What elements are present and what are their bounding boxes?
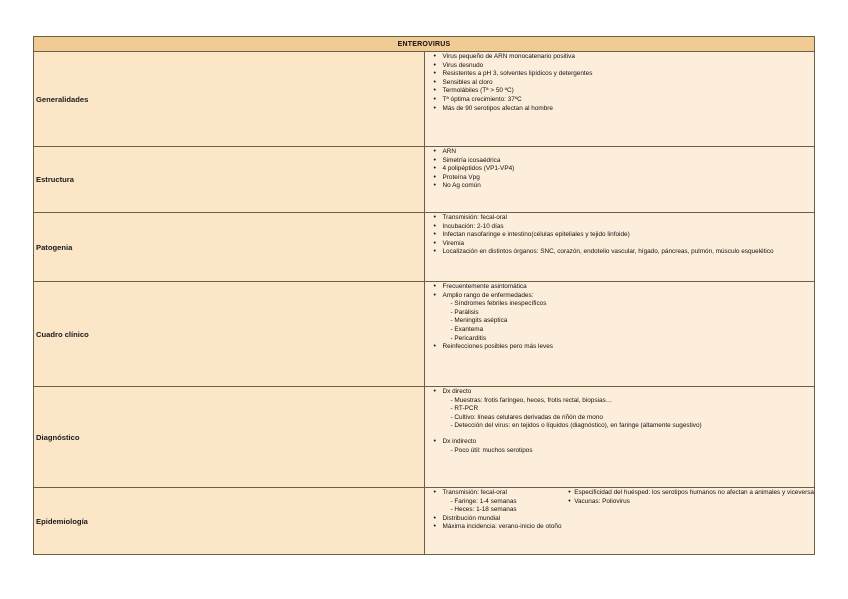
list-item: • Transmisión: fecal-oral [434,214,815,223]
row-label-diagnostico: Diagnóstico [34,387,425,488]
sub-item: - Faringe: 1-4 semanas [450,497,517,505]
row-content-epidemiologia [424,488,815,555]
list-item: • Proteína Vpg [434,174,815,183]
patogenia-list [434,214,815,257]
row-label-generalidades: Generalidades [34,52,425,147]
list-item: • Distribución mundial [434,515,569,524]
title-row [34,37,815,52]
table-title: ENTEROVIRUS [34,37,815,52]
enterovirus-table [33,36,815,555]
list-item: • Frecuentemente asintomática [434,283,815,292]
sub-item: - Detección del virus: en tejidos o líquidos (diagnóstico), en faringe (altamente sugestivo) [450,422,702,430]
epidemiologia-list-end [434,515,569,532]
generalidades-list [434,53,815,113]
list-item: • No Ag común [434,182,815,191]
list-item: • Incubación: 2-10 días [434,223,815,232]
row-diagnostico [34,387,815,488]
sub-item: - Cultivo: líneas celulares derivadas de riñón de mono [450,413,603,421]
cuadro-clinico-list [434,283,815,300]
row-cuadro-clinico [34,282,815,387]
sub-item: - Exantema [450,325,484,333]
row-content-generalidades [424,52,815,147]
row-label-patogenia: Patogenia [34,213,425,282]
list-item: • Virus desnudo [434,62,815,71]
row-estructura [34,147,815,213]
spacer [434,431,815,438]
list-item: • Especificidad del huésped: los serotipos humanos no afectan a animales y viceversa [568,489,814,498]
sub-item: - Síndromes febriles inespecíficos [450,300,547,308]
list-item: • Máxima incidencia: verano-inicio de otoño [434,523,569,532]
row-generalidades [34,52,815,147]
epidemiologia-columns [434,489,815,532]
list-item: • Simetría icosaédrica [434,157,815,166]
row-content-cuadro-clinico [424,282,815,387]
sub-item: - Parálisis [450,308,479,316]
epidemiologia-list [434,489,569,498]
enterovirus-table-container [33,36,815,555]
epidemiologia-left-column [434,489,569,532]
list-item: • Virus pequeño de ARN monocatenario positiva [434,53,815,62]
row-content-estructura [424,147,815,213]
diagnostico-indirecto-list [434,438,815,447]
list-item: • Transmisión: fecal-oral [434,489,569,498]
list-item: • Viremia [434,240,815,249]
epidemiologia-right-column [568,489,814,532]
row-label-epidemiologia: Epidemiología [34,488,425,555]
list-item: • Localización en distintos órganos: SNC, corazón, endotelio vascular, hígado, páncreas, pulmón, músculo esquelético [434,248,815,257]
list-item: • 4 polipéptidos (VP1-VP4) [434,165,815,174]
list-item: • Sensibles al cloro [434,79,815,88]
sub-item: - RT-PCR [450,405,479,413]
row-label-cuadro-clinico: Cuadro clínico [34,282,425,387]
list-item: • ARN [434,148,815,157]
sub-item: - Meningits aséptica [450,317,508,325]
list-item: • Reinfecciones posibles pero más leves [434,343,815,352]
list-item: • Más de 90 serotipos afectan al hombre [434,105,815,114]
row-patogenia [34,213,815,282]
sub-item: - Heces: 1-18 semanas [450,506,517,514]
row-epidemiologia [34,488,815,555]
list-item: • Dx directo [434,388,815,397]
list-item: • Dx indirecto [434,438,815,447]
diagnostico-directo-list [434,388,815,397]
list-item: • Infectan nasofaringe e intestino(células epiteliales y tejido linfoide) [434,231,815,240]
cuadro-clinico-list-end [434,343,815,352]
list-item: • Tª óptima crecimiento: 37ºC [434,96,815,105]
sub-item: - Pericarditis [450,334,487,342]
estructura-list [434,148,815,191]
row-label-estructura: Estructura [34,147,425,213]
list-item: • Termolábiles (Tª > 50 ºC) [434,87,815,96]
row-content-diagnostico [424,387,815,488]
sub-item: - Poco útil: muchos serotipos [450,446,533,454]
list-item: • Resistentes a pH 3, solventes lipídicos y detergentes [434,70,815,79]
sub-item: - Muestras: frotis faríngeo, heces, frotis rectal, biopsias… [450,396,613,404]
epidemiologia-right-list [568,489,814,506]
list-item: • Amplio rango de enfermedades: [434,292,815,301]
row-content-patogenia [424,213,815,282]
list-item: • Vacunas: Poliovirus [568,498,814,507]
